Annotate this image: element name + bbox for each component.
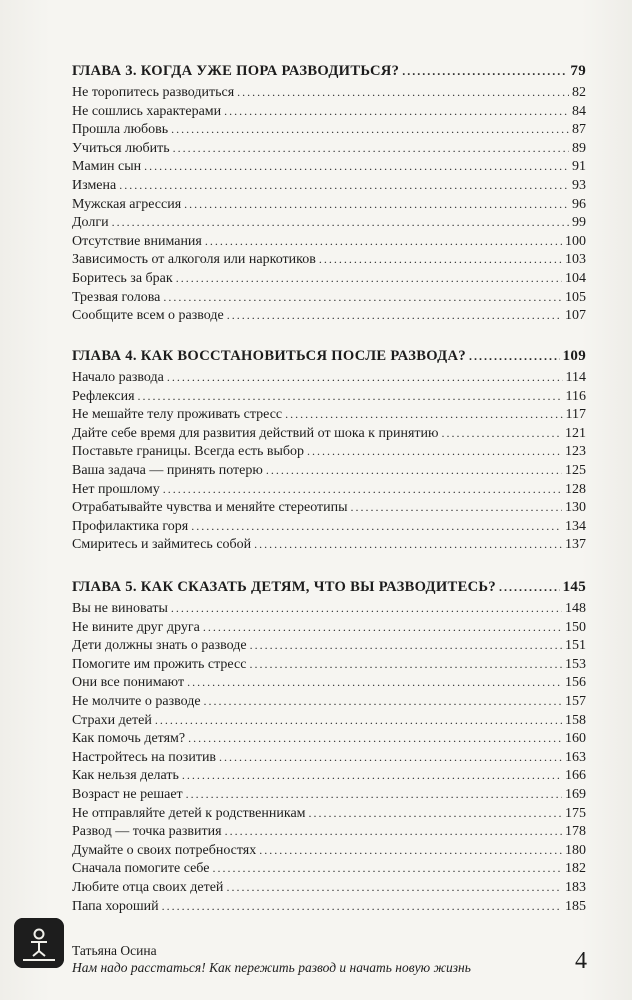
entry-page: 114 xyxy=(565,370,586,385)
toc-entry[interactable] xyxy=(72,517,586,536)
entry-title: Не мешайте телу проживать стресс xyxy=(72,407,283,423)
entry-page: 180 xyxy=(565,842,586,858)
toc-entry[interactable] xyxy=(72,599,586,618)
toc-entry[interactable] xyxy=(72,306,586,325)
entry-page: 175 xyxy=(565,805,586,821)
entry-page: 148 xyxy=(565,601,586,616)
toc-entry[interactable] xyxy=(72,424,586,443)
entry-page: 107 xyxy=(565,308,586,324)
entry-page: 96 xyxy=(572,196,586,212)
entry-page: 169 xyxy=(565,786,586,802)
toc-entry[interactable] xyxy=(72,711,586,730)
toc-entry[interactable] xyxy=(72,387,586,406)
entry-title: Нет прошлому xyxy=(72,481,160,497)
entry-page: 116 xyxy=(565,388,586,404)
toc-entry[interactable] xyxy=(72,841,586,860)
entry-page: 153 xyxy=(565,656,586,672)
entry-title: Вы не виноваты xyxy=(72,601,168,616)
toc-entry[interactable] xyxy=(72,139,586,158)
entry-page: 82 xyxy=(572,85,586,100)
entry-page: 157 xyxy=(565,693,586,709)
entry-page: 160 xyxy=(565,731,586,747)
entry-page: 166 xyxy=(565,768,586,784)
chapter-5-section xyxy=(72,576,586,915)
toc-entry[interactable] xyxy=(72,288,586,307)
entry-title: Сначала помогите себе xyxy=(72,861,210,877)
entry-title: Папа хороший xyxy=(72,898,159,914)
entry-title: Не торопитесь разводиться xyxy=(72,85,235,100)
entry-title: Долги xyxy=(72,215,109,231)
entry-title: Не молчите о разводе xyxy=(72,693,201,709)
entry-title: Ваша задача — принять потерю xyxy=(72,462,263,478)
entry-title: Отсутствие внимания xyxy=(72,233,202,249)
footer-book-title: Нам надо расстаться! Как пережить развод и начать новую жизнь xyxy=(72,960,471,975)
toc-entry[interactable] xyxy=(72,859,586,878)
entry-title: Сообщите всем о разводе xyxy=(72,308,224,324)
toc-entry[interactable] xyxy=(72,897,586,916)
chapter-4-section xyxy=(72,345,586,554)
entry-page: 91 xyxy=(572,159,586,175)
toc-entry[interactable] xyxy=(72,785,586,804)
entry-page: 158 xyxy=(565,712,586,728)
chapter-4-heading[interactable] xyxy=(72,345,586,367)
toc-entry[interactable] xyxy=(72,480,586,499)
toc-entry[interactable] xyxy=(72,368,586,387)
entry-title: Дети должны знать о разводе xyxy=(72,638,247,654)
entry-title: Мужская агрессия xyxy=(72,196,182,212)
entry-page: 123 xyxy=(565,444,586,460)
entry-title: Они все понимают xyxy=(72,675,185,691)
entry-title: Отрабатывайте чувства и меняйте стереотипы xyxy=(72,500,348,516)
entry-title: Помогите им прожить стресс xyxy=(72,656,247,672)
toc-entry[interactable] xyxy=(72,535,586,554)
entry-page: 182 xyxy=(565,861,586,877)
entry-title: Мамин сын xyxy=(72,159,142,175)
entry-title: Дайте себе время для развития действий от шока к принятию xyxy=(72,425,439,441)
publisher-logo-icon xyxy=(14,918,64,968)
page-footer xyxy=(72,942,471,976)
entry-title: Поставьте границы. Всегда есть выбор xyxy=(72,444,305,460)
entry-page: 156 xyxy=(565,675,586,691)
chapter-page: 145 xyxy=(562,579,586,595)
entry-title: Думайте о своих потребностях xyxy=(72,842,257,858)
entry-page: 103 xyxy=(565,252,586,268)
entry-page: 183 xyxy=(565,879,586,895)
toc-entry[interactable] xyxy=(72,461,586,480)
footer-author: Татьяна Осина xyxy=(72,943,157,958)
chapter-page: 79 xyxy=(570,63,586,79)
entry-title: Боритесь за брак xyxy=(72,270,173,286)
entry-title: Начало развода xyxy=(72,370,164,385)
entry-page: 117 xyxy=(565,407,586,423)
toc-entry[interactable] xyxy=(72,804,586,823)
toc-entry[interactable] xyxy=(72,176,586,195)
entry-title: Любите отца своих детей xyxy=(72,879,224,895)
toc-entry[interactable] xyxy=(72,442,586,461)
entry-page: 150 xyxy=(565,619,586,635)
chapter-title: ГЛАВА 4. КАК ВОССТАНОВИТЬСЯ ПОСЛЕ РАЗВОДА? xyxy=(72,348,466,364)
toc-entry[interactable] xyxy=(72,636,586,655)
entry-page: 163 xyxy=(565,749,586,765)
entry-title: Возраст не решает xyxy=(72,786,183,802)
entry-title: Зависимость от алкоголя или наркотиков xyxy=(72,252,316,268)
entry-page: 185 xyxy=(565,898,586,914)
toc-entry[interactable] xyxy=(72,673,586,692)
chapter-title: ГЛАВА 5. КАК СКАЗАТЬ ДЕТЯМ, ЧТО ВЫ РАЗВОДИТЕСЬ? xyxy=(72,579,496,595)
chapter-5-heading[interactable] xyxy=(72,576,586,598)
entry-page: 104 xyxy=(565,270,586,286)
entry-page: 130 xyxy=(565,500,586,516)
entry-title: Смиритесь и займитесь собой xyxy=(72,537,252,553)
entry-title: Не сошлись характерами xyxy=(72,103,222,119)
entry-title: Профилактика горя xyxy=(72,518,189,534)
entry-title: Прошла любовь xyxy=(72,122,169,138)
entry-title: Настройтесь на позитив xyxy=(72,749,217,765)
entry-title: Трезвая голова xyxy=(72,289,161,305)
chapter-3-heading[interactable] xyxy=(72,60,586,82)
entry-page: 151 xyxy=(565,638,586,654)
chapter-3-section xyxy=(72,60,586,325)
entry-title: Не вините друг друга xyxy=(72,619,200,635)
toc-entry[interactable] xyxy=(72,878,586,897)
toc-entry[interactable] xyxy=(72,405,586,424)
entry-page: 178 xyxy=(565,824,586,840)
entry-page: 89 xyxy=(572,140,586,156)
toc-entry[interactable] xyxy=(72,250,586,269)
toc-entry[interactable] xyxy=(72,102,586,121)
entry-page: 121 xyxy=(565,425,586,441)
entry-page: 84 xyxy=(572,103,586,119)
toc-entry[interactable] xyxy=(72,618,586,637)
entry-page: 100 xyxy=(565,233,586,249)
entry-page: 105 xyxy=(565,289,586,305)
entry-page: 128 xyxy=(565,481,586,497)
entry-page: 125 xyxy=(565,462,586,478)
toc-entry[interactable] xyxy=(72,157,586,176)
toc-entry[interactable] xyxy=(72,195,586,214)
entry-title: Страхи детей xyxy=(72,712,152,728)
page-number: 4 xyxy=(575,948,587,974)
toc-entry[interactable] xyxy=(72,120,586,139)
toc-entry[interactable] xyxy=(72,498,586,517)
entry-title: Измена xyxy=(72,177,117,193)
toc-entry[interactable] xyxy=(72,748,586,767)
entry-title: Не отправляйте детей к родственникам xyxy=(72,805,306,821)
chapter-title: ГЛАВА 3. КОГДА УЖЕ ПОРА РАЗВОДИТЬСЯ? xyxy=(72,63,400,79)
entry-title: Как нельзя делать xyxy=(72,768,179,784)
entry-page: 87 xyxy=(572,122,586,138)
toc-entry[interactable] xyxy=(72,269,586,288)
entry-title: Как помочь детям? xyxy=(72,731,186,747)
entry-title: Учиться любить xyxy=(72,140,170,156)
toc-entry[interactable] xyxy=(72,83,586,102)
toc-entry[interactable] xyxy=(72,692,586,711)
toc-entry[interactable] xyxy=(72,232,586,251)
entry-title: Рефлексия xyxy=(72,388,135,404)
toc-entry[interactable] xyxy=(72,766,586,785)
entry-page: 134 xyxy=(565,518,586,534)
entry-title: Развод — точка развития xyxy=(72,824,222,840)
entry-page: 93 xyxy=(572,177,586,193)
entry-page: 137 xyxy=(565,537,586,553)
toc-entry[interactable] xyxy=(72,729,586,748)
chapter-page: 109 xyxy=(562,348,586,364)
toc-entry[interactable] xyxy=(72,822,586,841)
toc-entry[interactable] xyxy=(72,655,586,674)
entry-page: 99 xyxy=(572,215,586,231)
toc-entry[interactable] xyxy=(72,213,586,232)
